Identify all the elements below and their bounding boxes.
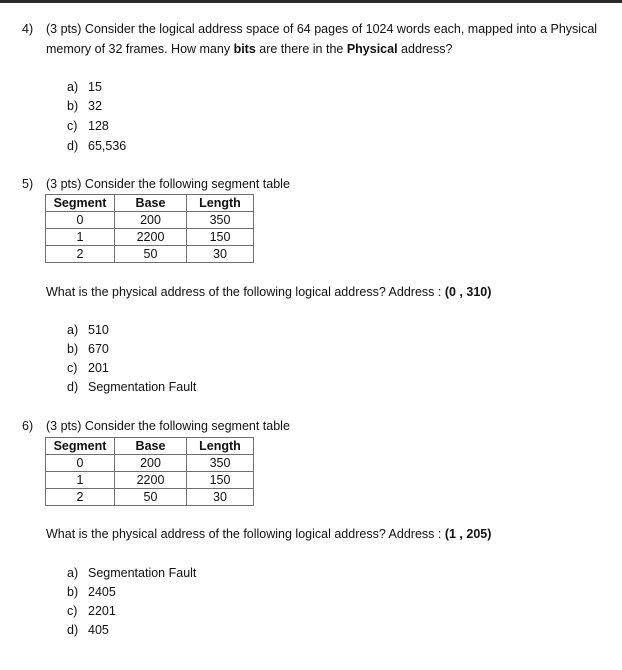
cell-length: 150 xyxy=(187,229,254,246)
cell-length: 350 xyxy=(187,212,254,229)
table-header-row xyxy=(46,195,254,212)
q4-points: (3 pts) xyxy=(46,22,82,36)
header-base: Base xyxy=(115,195,187,212)
q5-points: (3 pts) xyxy=(46,177,82,191)
header-segment: Segment xyxy=(46,438,115,455)
cell-length: 350 xyxy=(187,455,254,472)
q6-segment-table xyxy=(45,437,254,506)
table-header-row xyxy=(46,438,254,455)
header-base: Base xyxy=(115,438,187,455)
cell-segment: 1 xyxy=(46,229,115,246)
q4-number: 4) xyxy=(22,22,34,36)
cell-base: 200 xyxy=(115,212,187,229)
q6-logical-address: (1 , 205) xyxy=(444,527,492,541)
q5-segment-table xyxy=(45,194,254,263)
table-row xyxy=(46,455,254,472)
header-length: Length xyxy=(187,438,254,455)
q6-number: 6) xyxy=(22,419,34,433)
cell-segment: 0 xyxy=(46,212,115,229)
cell-length: 30 xyxy=(187,489,254,506)
table-row xyxy=(46,246,254,263)
table-row xyxy=(46,212,254,229)
q4-bold-bits: bits xyxy=(233,42,256,56)
q6-points: (3 pts) xyxy=(46,419,82,433)
q6-question: What is the physical address of the following logical address? Address : (1 , 205) xyxy=(46,527,492,541)
cell-segment: 0 xyxy=(46,455,115,472)
cell-length: 150 xyxy=(187,472,254,489)
cell-base: 200 xyxy=(115,455,187,472)
cell-base: 50 xyxy=(115,246,187,263)
q4-text-line-1: Consider the logical address space of 64 pages of 1024 words each, mapped into a Physical xyxy=(84,22,598,36)
header-segment: Segment xyxy=(46,195,115,212)
q4-line-2: memory of 32 frames. How many bits are there in the Physical address? xyxy=(46,42,453,56)
table-row xyxy=(46,229,254,246)
header-length: Length xyxy=(187,195,254,212)
q5-intro: Consider the following segment table xyxy=(84,177,290,191)
q5-number: 5) xyxy=(22,177,34,191)
q4-bold-physical: Physical xyxy=(346,42,398,56)
cell-base: 50 xyxy=(115,489,187,506)
cell-length: 30 xyxy=(187,246,254,263)
q5-logical-address: (0 , 310) xyxy=(444,285,492,299)
table-row xyxy=(46,472,254,489)
cell-segment: 2 xyxy=(46,489,115,506)
q5-question: What is the physical address of the following logical address? Address : (0 , 310) xyxy=(46,285,492,299)
cell-segment: 2 xyxy=(46,246,115,263)
cell-segment: 1 xyxy=(46,472,115,489)
cell-base: 2200 xyxy=(115,472,187,489)
q6-intro: Consider the following segment table xyxy=(84,419,290,433)
cell-base: 2200 xyxy=(115,229,187,246)
table-row xyxy=(46,489,254,506)
top-border xyxy=(0,0,622,3)
